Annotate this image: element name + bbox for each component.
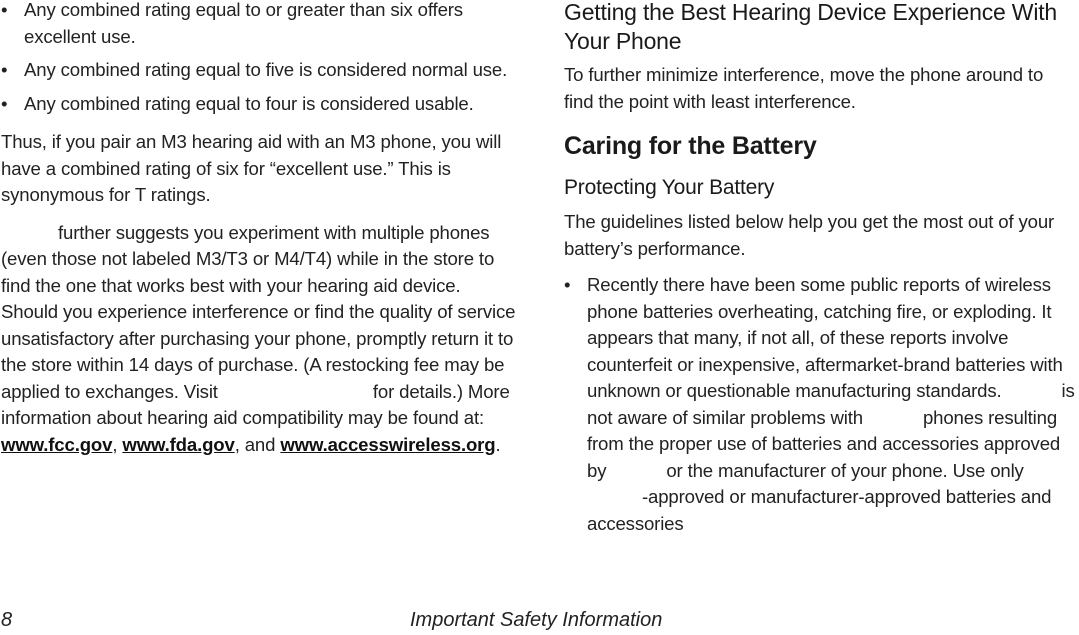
- combined-rating-paragraph: Thus, if you pair an M3 hearing aid with an M3 phone, you will have a combined rating of six for “excellent use.” This is synonymous for T ratings.: [1, 131, 502, 205]
- bullet-text: Any combined rating equal to four is considered usable.: [24, 92, 474, 114]
- battery-bullet-list: [564, 272, 1076, 537]
- bullet-icon: •: [1, 0, 8, 20]
- caring-heading: Caring for the Battery: [564, 132, 817, 160]
- bullet-text: or the manufacturer of your phone. Use only: [666, 459, 1024, 481]
- list-item: [1, 91, 521, 118]
- fcc-link[interactable]: www.fcc.gov: [1, 433, 113, 455]
- protecting-heading: Protecting Your Battery: [564, 176, 775, 199]
- fda-link[interactable]: www.fda.gov: [122, 433, 235, 455]
- experiment-paragraph: [1, 220, 521, 459]
- bullet-text: is not aware of similar problems with: [587, 380, 1075, 428]
- bullet-text: phones resulting from the proper use of batteries and accessories approved by: [587, 406, 1061, 481]
- bullet-text: Any combined rating equal to or greater than six offers excellent use.: [24, 0, 463, 47]
- period-text: .: [495, 433, 501, 455]
- list-item: [1, 0, 521, 50]
- page-number: 8: [1, 609, 13, 631]
- interference-paragraph: To further minimize interference, move the phone around to find the point with least interference.: [564, 64, 1044, 112]
- right-column: [564, 0, 1076, 537]
- list-item: [564, 272, 1076, 537]
- and-text: , and: [234, 433, 276, 455]
- bullet-icon: •: [1, 92, 8, 114]
- comma-text: ,: [112, 433, 118, 455]
- experiment-text: further suggests you experiment with multiple phones (even those not labeled M3/T3 or M4/T4) while in the store to find the one that works best with your hearing aid device. Should you experience interference or find the quality of service unsatisfactory after purchasing your phone, promptly return it to the store within 14 days of purchase. (A restocking fee may be applied to exchanges. Visit: [1, 221, 516, 402]
- bullet-text: Any combined rating equal to five is considered normal use.: [24, 59, 508, 80]
- list-item: [1, 57, 521, 84]
- accesswireless-link[interactable]: www.accesswireless.org: [280, 433, 496, 455]
- section-title: Important Safety Information: [410, 609, 663, 631]
- left-column: [1, 0, 521, 458]
- bullet-icon: •: [564, 274, 571, 295]
- bullet-text: -approved or manufacturer-approved batteries and accessories: [587, 486, 1052, 534]
- bullet-icon: •: [1, 59, 8, 80]
- bullet-text: Recently there have been some public reports of wireless phone batteries overheating, catching fire, or exploding. It appears that many, if not all, of these reports involve counterfeit or inexpensive, aftermarket-brand batteries with unknown or questionable manufacturing standards.: [587, 274, 1063, 401]
- rating-bullet-list: [1, 0, 521, 117]
- guidelines-paragraph: The guidelines listed below help you get the most out of your battery’s performance.: [564, 211, 1055, 259]
- details-text: for details.) More information about hearing aid compatibility may be found at:: [1, 380, 510, 428]
- experience-heading: Getting the Best Hearing Device Experience With Your Phone: [564, 0, 1058, 54]
